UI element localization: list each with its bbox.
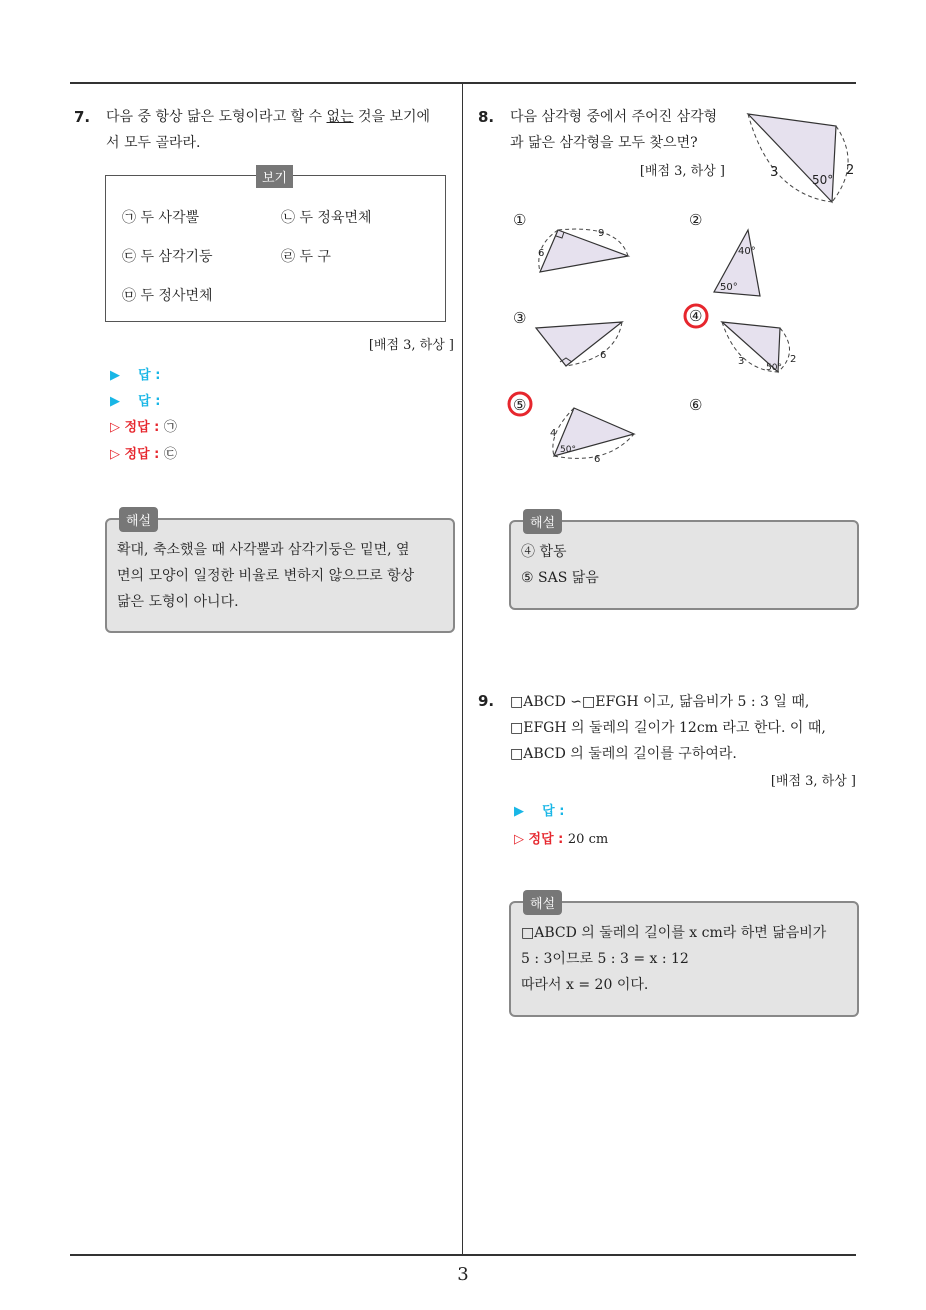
- choice-5-label-3: 6: [594, 454, 601, 465]
- given-triangle-figure: [740, 104, 860, 208]
- top-rule: [70, 82, 856, 84]
- choice-1-number: ①: [513, 211, 527, 229]
- q7-answer-2: ▶ 답 :: [110, 394, 161, 409]
- q7-answer-1: ▶ 답 :: [110, 368, 161, 383]
- choice-6-number: ⑥: [689, 396, 703, 414]
- choice-3-number: ③: [513, 309, 527, 327]
- q7-haeseol-tag: 해설: [119, 507, 158, 532]
- choice-2-number: ②: [689, 211, 703, 229]
- given-angle: 50°: [812, 173, 834, 187]
- given-triangle: [748, 114, 836, 202]
- choice-1-label-2: 9: [598, 228, 605, 239]
- choice-5-label-1: 4: [550, 428, 557, 439]
- q8-haeseol-text: ④ 합동 ⑤ SAS 닮음: [521, 544, 599, 586]
- bogi-title: 보기: [256, 165, 293, 188]
- choice-4-label-1: 3: [738, 356, 745, 367]
- choice-5-figure: [546, 404, 638, 466]
- choice-2-label-2: 50°: [720, 282, 738, 293]
- q9-number: 9.: [478, 692, 495, 710]
- choice-1-label-1: 6: [538, 248, 545, 259]
- bogi-item-2: ㉡ 두 정육면체: [281, 210, 372, 226]
- q8-haeseol-tag: 해설: [523, 509, 562, 534]
- q7-number: 7.: [74, 108, 91, 126]
- choice-1-figure: [528, 220, 638, 280]
- bogi-item-5: ㉤ 두 정사면체: [122, 288, 213, 304]
- q7-text: 다음 중 항상 닮은 도형이라고 할 수 없는 것을 보기에 서 모두 골라라.: [106, 109, 431, 151]
- q9-haeseol-text: □ABCD 의 둘레의 길이를 x cm라 하면 닮음비가 5 : 3이므로 5 : 3 = x : 12 따라서 x = 20 이다.: [521, 925, 827, 993]
- q9-score: [배점 3, 하상 ]: [770, 774, 856, 789]
- q7-correct-1: ▷ 정답 : ㉠: [110, 420, 177, 435]
- choice-3-figure: [532, 318, 632, 374]
- bogi-item-4: ㉣ 두 구: [281, 249, 331, 265]
- choice-4-label-2: 50°: [766, 363, 782, 373]
- choice-4-figure: [716, 316, 802, 386]
- given-side-b: 2: [846, 163, 855, 178]
- q7-correct-2: ▷ 정답 : ㉢: [110, 447, 177, 462]
- q8-score: [배점 3, 하상 ]: [639, 164, 725, 179]
- choice-1-triangle: [540, 230, 628, 272]
- choice-5-number: ⑤: [513, 396, 527, 414]
- choice-2-label-1: 40°: [738, 246, 756, 257]
- q8-number: 8.: [478, 108, 495, 126]
- q9-correct-1: ▷ 정답 : 20 cm: [514, 832, 609, 847]
- given-side-a: 3: [770, 165, 779, 180]
- column-divider: [462, 82, 463, 1256]
- choice-4-number: ④: [689, 307, 703, 325]
- q9-answer-1: ▶ 답 :: [514, 804, 565, 819]
- q8-text: 다음 삼각형 중에서 주어진 삼각형 과 닮은 삼각형을 모두 찾으면?: [510, 109, 718, 151]
- q9-haeseol-tag: 해설: [523, 890, 562, 915]
- page-number: 3: [457, 1264, 469, 1285]
- choice-5-label-2: 50°: [560, 445, 576, 455]
- bottom-rule: [70, 1254, 856, 1256]
- bogi-item-3: ㉢ 두 삼각기둥: [122, 249, 213, 265]
- q7-score: [배점 3, 하상 ]: [368, 338, 454, 353]
- choice-4-label-3: 2: [790, 354, 797, 365]
- q9-text: □ABCD ∽□EFGH 이고, 닮음비가 5 : 3 일 때, □EFGH 의 둘레의 길이가 12cm 라고 한다. 이 때, □ABCD 의 둘레의 길이를 구하여라.: [510, 694, 826, 762]
- choice-3-label-1: 6: [600, 350, 607, 361]
- bogi-item-1: ㉠ 두 사각뿔: [122, 210, 199, 226]
- choice-3-triangle: [536, 322, 622, 366]
- q7-haeseol-text: 확대, 축소했을 때 사각뿔과 삼각기둥은 밑면, 옆 면의 모양이 일정한 비율로 변하지 않으므로 항상 닮은 도형이 아니다.: [117, 542, 415, 610]
- choice-2-figure: [708, 224, 768, 300]
